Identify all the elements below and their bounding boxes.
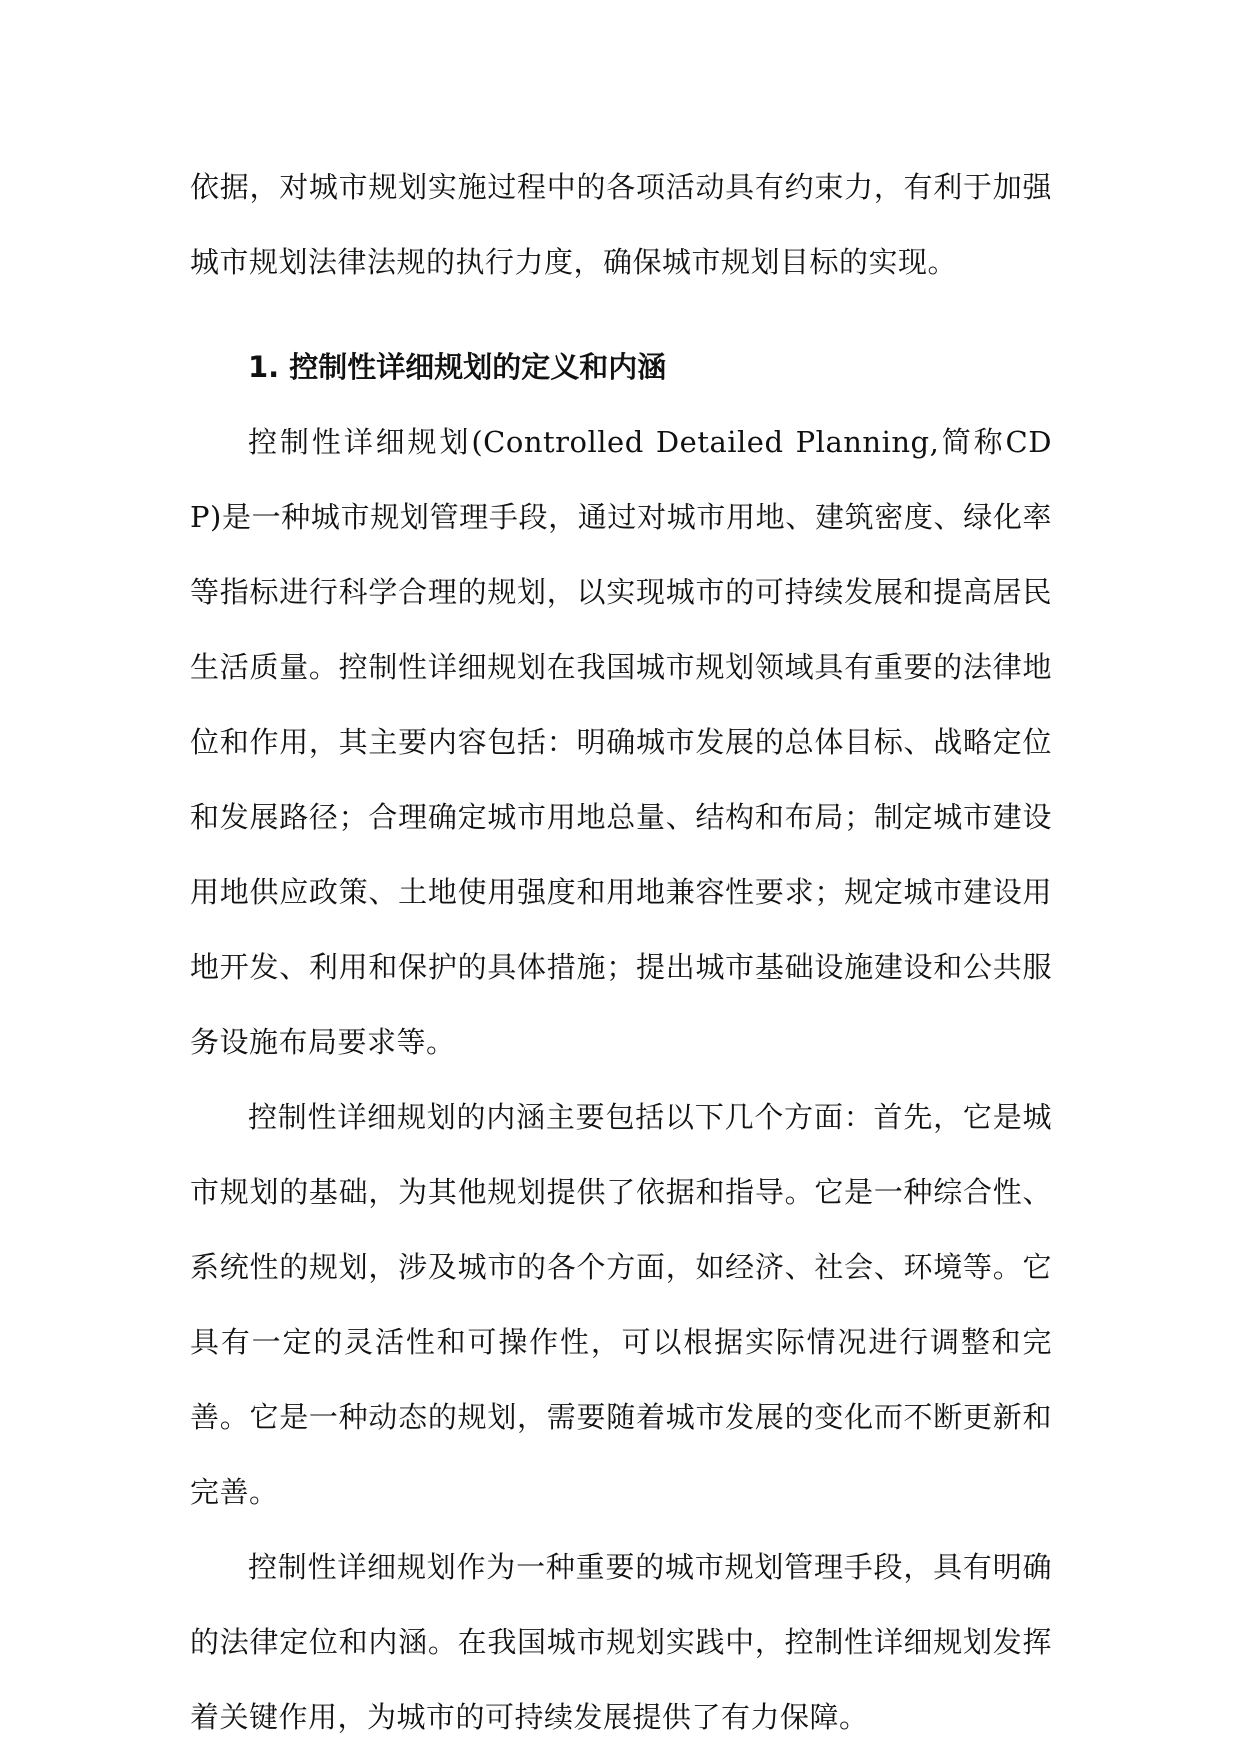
continuation-paragraph: 依据，对城市规划实施过程中的各项活动具有约束力，有利于加强城市规划法律法规的执行力度，确保城市规划目标的实现。	[190, 170, 1052, 279]
paragraph-definition: 控制性详细规划(Controlled Detailed Planning,简称CDP)是一种城市规划管理手段，通过对城市用地、建筑密度、绿化率等指标进行科学合理的规划，以实现城市的可持续发展和提高居民生活质量。控制性详细规划在我国城市规划领域具有重要的法律地位和作用，其主要内容包括：明确城市发展的总体目标、战略定位和发展路径；合理确定城市用地总量、结构和布局；制定城市建设用地供应政策、土地使用强度和用地兼容性要求；规定城市建设用地开发、利用和保护的具体措施；提出城市基础设施建设和公共服务设施布局要求等。	[190, 425, 1052, 1059]
paragraph-summary: 控制性详细规划作为一种重要的城市规划管理手段，具有明确的法律定位和内涵。在我国城市规划实践中，控制性详细规划发挥着关键作用，为城市的可持续发展提供了有力保障。	[190, 1550, 1052, 1734]
document-body	[190, 150, 1052, 1755]
paragraph-connotation: 控制性详细规划的内涵主要包括以下几个方面：首先，它是城市规划的基础，为其他规划提供了依据和指导。它是一种综合性、系统性的规划，涉及城市的各个方面，如经济、社会、环境等。它具有一定的灵活性和可操作性，可以根据实际情况进行调整和完善。它是一种动态的规划，需要随着城市发展的变化而不断更新和完善。	[190, 1100, 1052, 1509]
section-heading: 1. 控制性详细规划的定义和内涵	[248, 350, 667, 384]
